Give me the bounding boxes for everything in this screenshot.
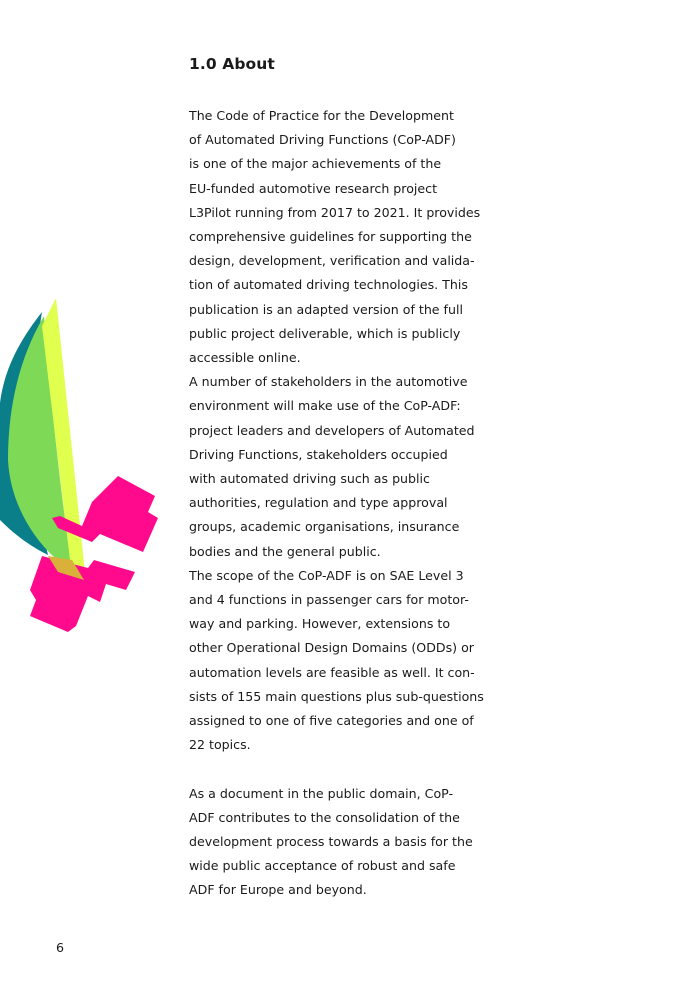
text-line: development process towards a basis for the xyxy=(189,834,473,850)
text-line: EU-funded automotive research project xyxy=(189,180,438,196)
text-line: of Automated Driving Functions (CoP-ADF) xyxy=(189,132,456,148)
page-number: 6 xyxy=(56,940,65,955)
text-line: design, development, verification and valida- xyxy=(189,253,475,269)
paragraph-3 xyxy=(189,564,509,758)
section-heading: 1.0 About xyxy=(189,55,275,73)
text-line: tion of automated driving technologies. This xyxy=(189,277,468,293)
text-line: comprehensive guidelines for supporting the xyxy=(189,229,472,245)
paragraph-4 xyxy=(189,782,509,903)
paragraph-2 xyxy=(189,370,509,564)
text-line: project leaders and developers of Automated xyxy=(189,422,475,438)
text-line: other Operational Design Domains (ODDs) or xyxy=(189,640,474,656)
text-line: with automated driving such as public xyxy=(189,471,430,487)
text-line: groups, academic organisations, insurance xyxy=(189,519,460,535)
text-line: Driving Functions, stakeholders occupied xyxy=(189,446,448,462)
body-text xyxy=(189,104,509,903)
text-line: publication is an adapted version of the full xyxy=(189,301,463,317)
paragraph-spacer xyxy=(189,757,509,781)
text-line: accessible online. xyxy=(189,350,301,366)
paragraph-1 xyxy=(189,104,509,370)
text-line: The scope of the CoP-ADF is on SAE Level 3 xyxy=(189,567,464,583)
text-line: way and parking. However, extensions to xyxy=(189,616,451,632)
text-line: public project deliverable, which is publicly xyxy=(189,325,461,341)
text-line: A number of stakeholders in the automotive xyxy=(189,374,468,390)
text-line: As a document in the public domain, CoP- xyxy=(189,785,454,801)
magenta-lower-shape xyxy=(30,556,135,632)
text-line: environment will make use of the CoP-ADF: xyxy=(189,398,461,414)
text-line: sists of 155 main questions plus sub-questions xyxy=(189,688,484,704)
text-line: ADF contributes to the consolidation of the xyxy=(189,809,460,825)
text-line: wide public acceptance of robust and safe xyxy=(189,858,456,874)
text-line: is one of the major achievements of the xyxy=(189,156,442,172)
text-line: 22 topics. xyxy=(189,737,251,753)
text-line: authorities, regulation and type approval xyxy=(189,495,448,511)
abstract-leaf-graphic-icon xyxy=(0,290,170,640)
text-line: L3Pilot running from 2017 to 2021. It provides xyxy=(189,204,481,220)
text-line: and 4 functions in passenger cars for motor- xyxy=(189,592,469,608)
text-line: bodies and the general public. xyxy=(189,543,381,559)
text-line: ADF for Europe and beyond. xyxy=(189,882,367,898)
text-line: The Code of Practice for the Development xyxy=(189,108,454,123)
text-line: automation levels are feasible as well. It con- xyxy=(189,664,475,680)
text-line: assigned to one of five categories and one of xyxy=(189,713,474,729)
